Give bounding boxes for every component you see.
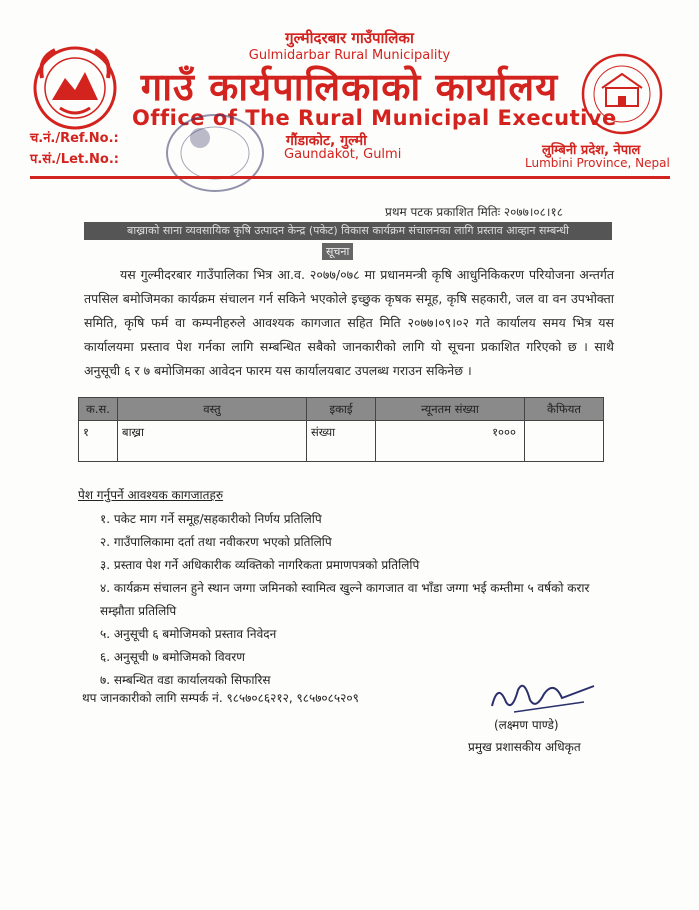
office-title-en: Office of The Rural Municipal Executive: [132, 106, 617, 130]
notice-body-text: यस गुल्मीदरबार गाउँपालिका भित्र आ.व. २०७७/०७८ मा प्रधानमन्त्री कृषि आधुनिकिकरण परियोजना अन्तर्गत तपसिल बमोजिमका कार्यक्रम संचालन गर्न सकिने भएकोले इच्छुक कृषक समूह, कृषि सहकारी, जल वा वन उपभोक्ता समिति, कृषि फर्म वा कम्पनीहरुले आवश्यक कागजात सहित मिति २०७७।०९।०२ गते कार्यालय समय भित्र यस कार्यालयमा प्रस्ताव पेश गर्नका लागि सम्बन्धित सबैको जानकारीको लागि यो सूचना प्रकाशित गरिएको छ । साथै अनुसूची ६ र ७ बमोजिमका आवेदन फारम यस कार्यालयबाट उपलब्ध गराउन सकिनेछ ।: [84, 267, 614, 378]
list-item: ५. अनुसूची ६ बमोजिमको प्रस्ताव निवेदन: [100, 627, 277, 641]
ref-no-label: च.नं./Ref.No.:: [30, 131, 119, 146]
documents-title: पेश गर्नुपर्ने आवश्यक कागजातहरु: [78, 488, 224, 502]
col-remarks: कैफियत: [525, 398, 604, 421]
list-item: १. पकेट माग गर्ने समूह/सहकारीको निर्णय प्रतिलिपि: [100, 512, 322, 526]
col-item: वस्तु: [118, 398, 307, 421]
table-header-row: [79, 398, 604, 421]
province-np: लुम्बिनी प्रदेश, नेपाल: [542, 143, 641, 158]
items-table: [78, 397, 604, 462]
notice-body: [84, 263, 614, 383]
contact-info: थप जानकारीको लागि सम्पर्क नं. ९८५७०८६२१२, ९८५७०८५२०९: [82, 691, 359, 705]
notice-heading: सूचना: [322, 243, 353, 260]
list-item: ३. प्रस्ताव पेश गर्ने अधिकारीक व्यक्तिको नागरिकता प्रमाणपत्रको प्रतिलिपि: [100, 558, 420, 572]
office-stamp: [160, 108, 270, 198]
cell-min-qty: १०००: [376, 421, 525, 462]
notice-subject: बाख्राको साना व्यवसायिक कृषि उत्पादन केन्द्र (पकेट) विकास कार्यक्रम संचालनका लागि प्रस्ताव आव्हान सम्बन्धी: [84, 222, 612, 240]
cell-unit: संख्या: [307, 421, 376, 462]
address-en: Gaundakot, Gulmi: [284, 147, 402, 162]
table-row: [79, 421, 604, 462]
col-unit: इकाई: [307, 398, 376, 421]
list-item: ७. सम्बन्धित वडा कार्यालयको सिफारिस: [100, 673, 271, 687]
address-np: गौंडाकोट, गुल्मी: [286, 133, 367, 149]
letter-no-label: प.सं./Let.No.:: [30, 152, 119, 167]
list-item: ४. कार्यक्रम संचालन हुने स्थान जग्गा जमिनको स्वामित्व खुल्ने कागजात वा भाँडा जग्गा भई कम्तीमा ५ वर्षको करार सम्झौता प्रतिलिपि: [100, 581, 590, 618]
list-item: ६. अनुसूची ७ बमोजिमको विवरण: [100, 650, 245, 664]
signatory-title: प्रमुख प्रशासकीय अधिकृत: [468, 740, 581, 754]
province-en: Lumbini Province, Nepal: [525, 156, 670, 170]
signatory-name: (लक्ष्मण पाण्डे): [494, 718, 559, 732]
cell-sn: १: [79, 421, 118, 462]
col-min-qty: न्यूनतम संख्या: [376, 398, 525, 421]
documents-list: [100, 508, 600, 692]
municipality-name-np: गुल्मीदरबार गाउँपालिका: [285, 29, 414, 47]
header-divider: [30, 176, 670, 179]
signature-image: [484, 672, 604, 722]
published-date: प्रथम पटक प्रकाशित मितिः २०७७।०८।१८: [385, 205, 563, 219]
cell-remarks: [525, 421, 604, 462]
municipality-seal-logo: [580, 52, 664, 136]
list-item: २. गाउँपालिकामा दर्ता तथा नवीकरण भएको प्रतिलिपि: [100, 535, 332, 549]
municipality-name-en: Gulmidarbar Rural Municipality: [248, 48, 451, 63]
office-title-np: गाउँ कार्यपालिकाको कार्यालय: [140, 65, 559, 109]
col-sn: क.स.: [79, 398, 118, 421]
cell-item: बाख्रा: [118, 421, 307, 462]
